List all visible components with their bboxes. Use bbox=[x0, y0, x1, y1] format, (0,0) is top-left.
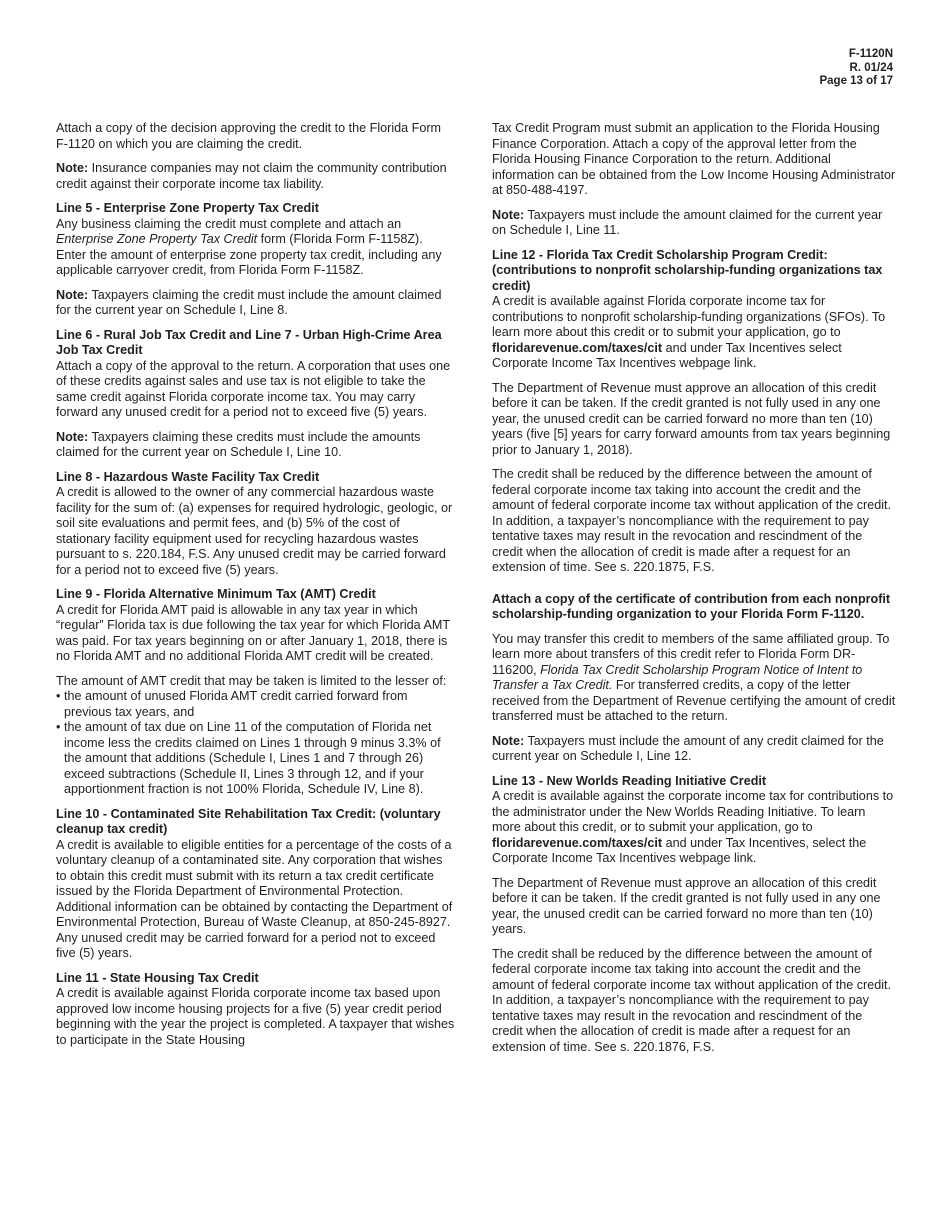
line-12-reduction: The credit shall be reduced by the difference between the amount of federal corporate income tax taking into account the credit and the amount of federal corporate income tax without application of the credit. In addition, a taxpayer’s noncompliance with the requirement to pay tentative taxes may result in the revocation and rescindment of the credit when the allocation of credit is made after a request for an extension of time. See s. 220.1875, F.S. bbox=[492, 467, 892, 574]
amt-limit-list bbox=[56, 689, 456, 798]
note-community-credit: Note: Insurance companies may not claim the community contribution credit against their corporate income tax liability. bbox=[56, 161, 447, 191]
section-line-9: Line 9 - Florida Alternative Minimum Tax (AMT) Credit A credit for Florida AMT paid is allowable in any tax year in which “regular” Florida tax is due following the tax year for which Florida AMT was paid. For tax years beginning on or after January 1, 2018, there is no Florida AMT and no additional Florida AMT credit will be created. bbox=[56, 587, 456, 665]
section-line-10: Line 10 - Contaminated Site Rehabilitation Tax Credit: (voluntary cleanup tax credit) A credit is available to eligible entities for a percentage of the costs of a voluntary cleanup of a contaminated site. Any corporation that wishes to obtain this credit must submit with its return a tax credit certificate issued by the Florida Department of Environmental Protection. Additional information can be obtained by contacting the Department of Environmental Protection, Bureau of Waste Cleanup, at 850-245-8927. Any unused credit may be carried forward for a period not to exceed five (5) years. bbox=[56, 807, 456, 962]
section-line-6-7: Line 6 - Rural Job Tax Credit and Line 7 - Urban High-Crime Area Job Tax Credit Attach a copy of the approval to the return. A corporation that uses one of these credits against sales and use tax is not eligible to take the same credit against Florida corporate income tax. You may carry forward any unused credit for a period not to exceed five (5) years. bbox=[56, 328, 456, 421]
intro-paragraph: Attach a copy of the decision approving the credit to the Florida Form F-1120 on which you are claiming the credit. bbox=[56, 121, 442, 151]
form-number: F-1120N bbox=[848, 48, 893, 60]
line-6-7-heading: Line 6 - Rural Job Tax Credit and Line 7 - Urban High-Crime Area Job Tax Credit bbox=[56, 327, 442, 357]
note-label: Note: bbox=[492, 733, 525, 748]
note-label: Note: bbox=[56, 161, 89, 175]
line-13-reduction: The credit shall be reduced by the difference between the amount of federal corporate income tax taking into account the credit and the amount of federal corporate income tax without application of the credit. In addition, a taxpayer’s noncompliance with the requirement to pay tentative taxes may result in the revocation and rescindment of the credit when the allocation of credit is made after a request for an extension of time. See s. 220.1876, F.S. bbox=[492, 946, 892, 1054]
right-column bbox=[492, 121, 896, 1064]
line-13-heading: Line 13 - New Worlds Reading Initiative Credit bbox=[492, 773, 767, 788]
line-5-heading: Line 5 - Enterprise Zone Property Tax Credit bbox=[56, 201, 319, 215]
line-12-attach-instruction: Attach a copy of the certificate of contribution from each nonprofit scholarship-funding organization to your Florida Form F-1120. bbox=[492, 591, 891, 621]
note-line-11: Note: Taxpayers must include the amount claimed for the current year on Schedule I, Line 11. bbox=[492, 207, 883, 237]
left-column bbox=[56, 121, 456, 1057]
form-revision: R. 01/24 bbox=[849, 61, 893, 74]
note-label: Note: bbox=[492, 207, 525, 222]
section-line-8: Line 8 - Hazardous Waste Facility Tax Credit A credit is allowed to the owner of any commercial hazardous waste facility for the sum of: (a) expenses for required hydrologic, geologic, or soil site evaluations and permit fees, and (b) 5% of the cost of stationary facility equipment used for recycling hazardous wastes pursuant to s. 220.184, F.S. Any unused credit may be carried forward for a period not to exceed five (5) years. bbox=[56, 470, 456, 579]
line-10-heading: Line 10 - Contaminated Site Rehabilitation Tax Credit: (voluntary cleanup tax credit) bbox=[56, 806, 441, 836]
page-number: Page 13 of 17 bbox=[819, 75, 893, 87]
list-item: • the amount of unused Florida AMT credit carried forward from previous tax years, and bbox=[56, 689, 456, 720]
note-label: Note: bbox=[56, 287, 89, 302]
line-12-transfer: You may transfer this credit to members of the same affiliated group. To learn more about transfers of this credit refer to Florida Form DR-116200, Florida Tax Credit Scholarship Program Notice of Intent to Transfer a Tax Credit. For transferred credits, a copy of the letter received from the Department of Revenue certifying the amount of credit transferred must be attached to the return. bbox=[492, 631, 896, 723]
line-12-allocation: The Department of Revenue must approve an allocation of this credit before it can be taken. If the credit granted is not fully used in any one year, the unused credit can be carried forward no more than ten (10) years (five [5] years for carry forward amounts from tax years beginning prior to January 1, 2018). bbox=[492, 380, 891, 457]
line-13-allocation: The Department of Revenue must approve an allocation of this credit before it can be taken. If the credit granted is not fully used in any one year, the unused credit can be carried forward no more than ten (10) years. bbox=[492, 875, 881, 936]
section-line-5: Line 5 - Enterprise Zone Property Tax Credit Any business claiming the credit must complete and attach an Enterprise Zone Property Tax Credit form (Florida Form F-1158Z). Enter the amount of enterprise zone property tax credit, including any applicable carryover credit, from Florida Form F-1158Z. bbox=[56, 201, 456, 279]
section-line-12: Line 12 - Florida Tax Credit Scholarship Program Credit: (contributions to nonprofit scholarship-funding organizations tax credit) A credit is available against Florida corporate income tax for contributions to nonprofit scholarship-funding organizations (SFOs). To learn more about this credit or to submit your application, go to floridarevenue.com/taxes/cit and under Tax Incentives select Corporate Income Tax Incentives webpage link. bbox=[492, 248, 896, 372]
line-11-continued: Tax Credit Program must submit an application to the Florida Housing Finance Corporation. Attach a copy of the approval letter from the Florida Housing Finance Corporation to the return. Additional information can be obtained from the Low Income Housing Administrator at 850-488-4197. bbox=[492, 121, 896, 197]
website-link[interactable]: floridarevenue.com/taxes/cit bbox=[492, 835, 663, 850]
note-line-5: Note: Taxpayers claiming the credit must include the amount claimed for the current year on Schedule I, Line 8. bbox=[56, 287, 442, 317]
note-line-6-7: Note: Taxpayers claiming these credits must include the amounts claimed for the current year on Schedule I, Line 10. bbox=[56, 429, 421, 459]
website-link[interactable]: floridarevenue.com/taxes/cit bbox=[492, 340, 663, 355]
page-header bbox=[819, 48, 893, 89]
list-item: • the amount of tax due on Line 11 of the computation of Florida net income less the credits claimed on Lines 1 through 9 minus 3.3% of the amount that additions (Schedule I, Lines 1 and 7 through 26) exceed subtractions (Schedule II, Lines 3 through 12, and if your apportionment fraction is not 100% Florida, Schedule IV, Line 8). bbox=[56, 720, 456, 798]
note-line-12: Note: Taxpayers must include the amount of any credit claimed for the current year on Schedule I, Line 12. bbox=[492, 733, 884, 763]
line-11-heading: Line 11 - State Housing Tax Credit bbox=[56, 970, 259, 985]
note-label: Note: bbox=[56, 429, 89, 444]
amt-limit-text: The amount of AMT credit that may be taken is limited to the lesser of: bbox=[56, 673, 447, 688]
line-8-heading: Line 8 - Hazardous Waste Facility Tax Credit bbox=[56, 469, 320, 484]
section-line-13: Line 13 - New Worlds Reading Initiative Credit A credit is available against the corporate income tax for contributions to the administrator under the New Worlds Reading Initiative. To learn more about this credit, or to submit your application, go to floridarevenue.com/taxes/cit and under Tax Incentives, select the Corporate Income Tax Incentives webpage link. bbox=[492, 774, 896, 867]
section-line-11: Line 11 - State Housing Tax Credit A credit is available against Florida corporate income tax based upon approved low income housing projects for a five (5) year credit period beginning with the year the project is completed. A taxpayer that wishes to participate in the State Housing bbox=[56, 970, 455, 1047]
line-9-heading: Line 9 - Florida Alternative Minimum Tax (AMT) Credit bbox=[56, 587, 376, 601]
line-12-heading: Line 12 - Florida Tax Credit Scholarship Program Credit: (contributions to nonprofit scholarship-funding organizations tax credit) bbox=[492, 247, 883, 293]
